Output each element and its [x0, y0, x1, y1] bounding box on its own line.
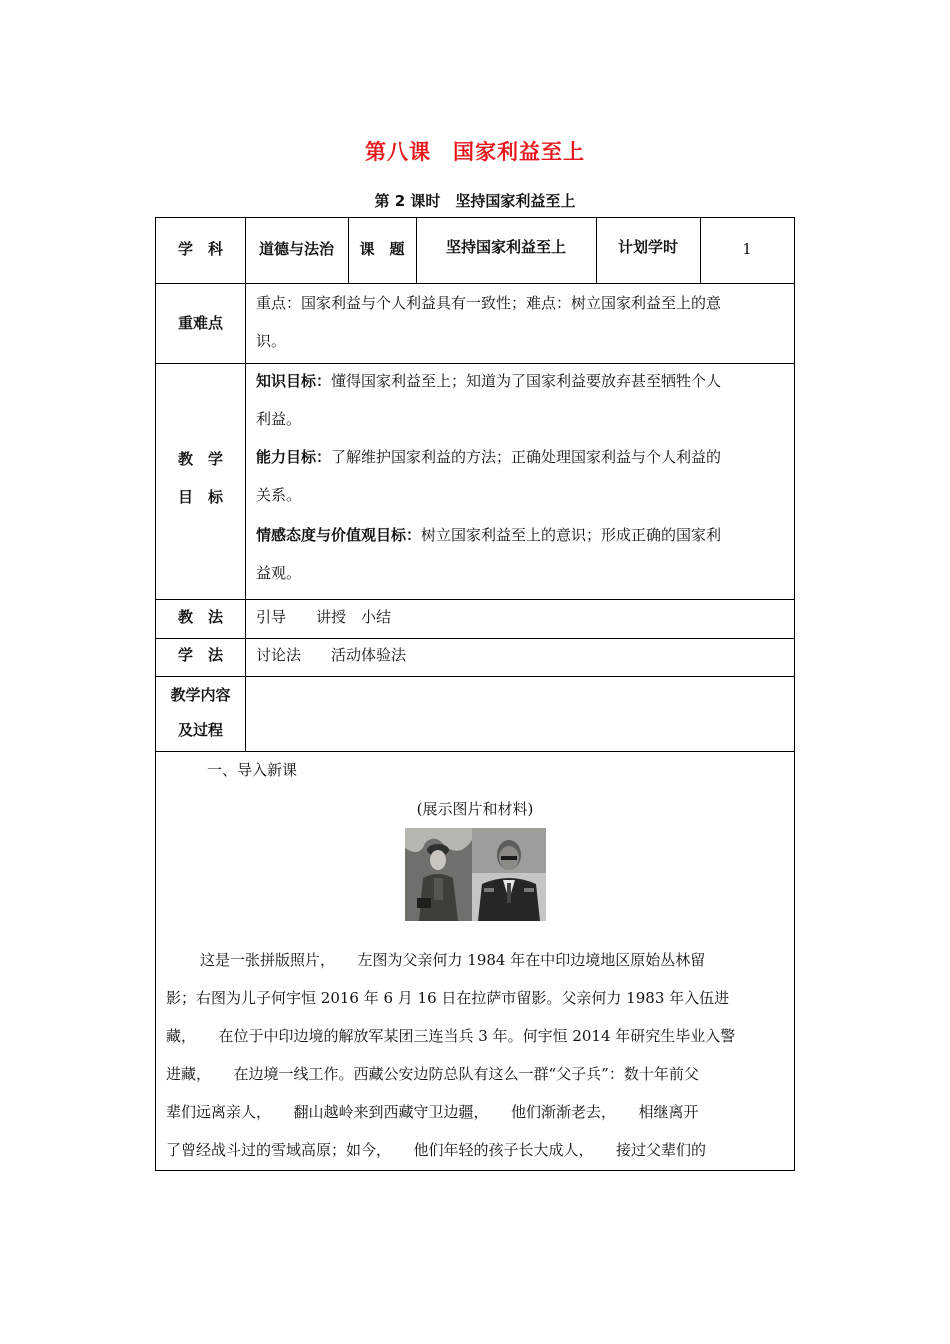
paragraph-line-5: 辈们远离亲人， 翻山越岭来到西藏守卫边疆， 他们渐渐老去， 相继离开	[166, 1103, 699, 1121]
paragraph-line-2: 影；右图为儿子何宇恒 2016 年 6 月 16 日在拉萨市留影。父亲何力 1983 年入伍进	[166, 989, 730, 1007]
emotion-goal-label: 情感态度与价值观目标：	[256, 526, 422, 544]
ability-goal-cont: 关系。	[256, 486, 302, 504]
paragraph-line-4: 进藏， 在边境一线工作。西藏公安边防总队有这么一群“父子兵”：数十年前父	[166, 1065, 699, 1083]
lesson-plan-table	[155, 217, 795, 1171]
hours-value: 1	[742, 240, 752, 258]
emotion-goal	[256, 516, 791, 554]
key-points-label: 重难点	[177, 314, 223, 332]
goals-label-1: 教 学	[177, 450, 223, 468]
topic-label: 课 题	[359, 240, 405, 258]
emotion-goal-text: 树立国家利益至上的意识；形成正确的国家利	[421, 526, 722, 544]
teaching-method-value: 引导 讲授 小结	[256, 608, 392, 626]
learning-method-label: 学 法	[177, 646, 223, 664]
ability-goal-text: 了解维护国家利益的方法；正确处理国家利益与个人利益的	[331, 448, 722, 466]
learning-method-value: 讨论法 活动体验法	[256, 646, 407, 664]
subject-value: 道德与法治	[258, 240, 334, 258]
emotion-goal-cont: 益观。	[256, 564, 302, 582]
knowledge-goal-text: 懂得国家利益至上；知道为了国家利益要放弃甚至牺牲个人	[331, 372, 722, 390]
content-label-2: 及过程	[177, 721, 223, 739]
lesson-title: 第八课 国家利益至上	[365, 140, 585, 164]
key-points-line2: 识。	[256, 332, 287, 350]
hours-label: 计划学时	[617, 238, 678, 256]
subject-label: 学 科	[177, 240, 223, 258]
key-points-line1: 重点：国家利益与个人利益具有一致性；难点：树立国家利益至上的意	[256, 294, 722, 312]
son-photo	[472, 828, 546, 921]
knowledge-goal-cont: 利益。	[256, 410, 302, 428]
knowledge-goal-label: 知识目标：	[256, 372, 332, 390]
paragraph-line-6: 了曾经战斗过的雪域高原；如今， 他们年轻的孩子长大成人， 接过父辈们的	[166, 1141, 707, 1159]
goals-label-2: 目 标	[177, 488, 223, 506]
section-heading: 一、导入新课	[207, 761, 298, 779]
topic-value: 坚持国家利益至上	[445, 238, 566, 256]
paragraph-line-1: 这是一张拼版照片， 左图为父亲何力 1984 年在中印边境地区原始丛林留	[200, 951, 706, 969]
lesson-subtitle: 第 2 课时 坚持国家利益至上	[374, 192, 576, 210]
father-photo	[405, 828, 472, 921]
paragraph-line-3: 藏， 在位于中印边境的解放军某团三连当兵 3 年。何宇恒 2014 年研究生毕业入警	[166, 1027, 736, 1045]
teaching-method-label: 教 法	[177, 608, 223, 626]
content-label-1: 教学内容	[170, 686, 231, 704]
image-caption: (展示图片和材料)	[416, 800, 534, 818]
ability-goal-label: 能力目标：	[256, 448, 332, 466]
knowledge-goal	[256, 362, 791, 400]
ability-goal	[256, 438, 791, 476]
